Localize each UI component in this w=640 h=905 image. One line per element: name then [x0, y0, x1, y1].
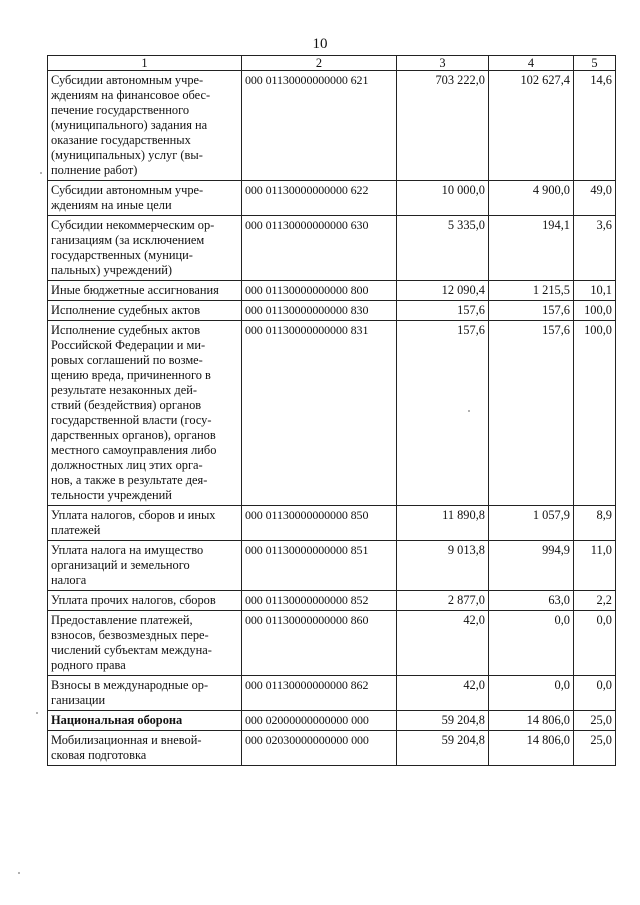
table-row [48, 541, 616, 591]
row-plan-cell: 42,0 [397, 676, 489, 711]
row-plan-cell: 157,6 [397, 301, 489, 321]
table-row [48, 216, 616, 281]
table-row [48, 181, 616, 216]
row-name-cell: Субсидии некоммерческим ор- ганизациям (за исключением государственных (муници- пальных) учреждений) [48, 216, 242, 281]
row-executed-cell: 994,9 [489, 541, 574, 591]
table-row [48, 281, 616, 301]
header-col-4: 4 [489, 56, 574, 71]
row-plan-cell: 5 335,0 [397, 216, 489, 281]
row-plan-cell: 157,6 [397, 321, 489, 506]
header-col-3: 3 [397, 56, 489, 71]
header-col-1: 1 [48, 56, 242, 71]
row-plan-cell: 10 000,0 [397, 181, 489, 216]
row-code-cell: 000 01130000000000 862 [242, 676, 397, 711]
scan-speck [18, 872, 20, 874]
page-number: 10 [312, 36, 328, 52]
row-executed-cell: 63,0 [489, 591, 574, 611]
row-percent-cell: 8,9 [574, 506, 616, 541]
row-code-cell: 000 02030000000000 000 [242, 731, 397, 766]
row-plan-cell: 59 204,8 [397, 711, 489, 731]
row-plan-cell: 9 013,8 [397, 541, 489, 591]
row-code-cell: 000 01130000000000 630 [242, 216, 397, 281]
row-name-cell: Исполнение судебных актов [48, 301, 242, 321]
row-executed-cell: 1 215,5 [489, 281, 574, 301]
row-executed-cell: 102 627,4 [489, 71, 574, 181]
table-row [48, 591, 616, 611]
row-name-cell: Взносы в международные ор- ганизации [48, 676, 242, 711]
row-plan-cell: 42,0 [397, 611, 489, 676]
row-executed-cell: 4 900,0 [489, 181, 574, 216]
table-row [48, 321, 616, 506]
row-name-cell: Национальная оборона [48, 711, 242, 731]
row-percent-cell: 11,0 [574, 541, 616, 591]
row-name-cell: Предоставление платежей, взносов, безвозмездных пере- числений субъектам междуна- родного права [48, 611, 242, 676]
row-executed-cell: 14 806,0 [489, 731, 574, 766]
table-row [48, 71, 616, 181]
row-plan-cell: 2 877,0 [397, 591, 489, 611]
row-code-cell: 000 01130000000000 850 [242, 506, 397, 541]
row-percent-cell: 49,0 [574, 181, 616, 216]
table-row [48, 301, 616, 321]
row-code-cell: 000 01130000000000 800 [242, 281, 397, 301]
row-percent-cell: 10,1 [574, 281, 616, 301]
row-name-cell: Субсидии автономным учре- ждениям на иные цели [48, 181, 242, 216]
row-code-cell: 000 01130000000000 830 [242, 301, 397, 321]
row-code-cell: 000 01130000000000 860 [242, 611, 397, 676]
header-row [48, 56, 616, 71]
row-percent-cell: 0,0 [574, 676, 616, 711]
budget-table [47, 55, 616, 766]
row-code-cell: 000 01130000000000 622 [242, 181, 397, 216]
table-row [48, 506, 616, 541]
row-name-cell: Исполнение судебных актов Российской Федерации и ми- ровых соглашений по возме- щению вреда, причиненного в результате незаконных дей- ствий (бездействия) органов государственной власти (госу- дарственных органов), органов местного самоуправления либо должностных лиц этих орга- нов, а также в результате дея- тельности учреждений [48, 321, 242, 506]
row-executed-cell: 1 057,9 [489, 506, 574, 541]
row-name-cell: Иные бюджетные ассигнования [48, 281, 242, 301]
row-executed-cell: 0,0 [489, 676, 574, 711]
row-code-cell: 000 01130000000000 851 [242, 541, 397, 591]
row-percent-cell: 0,0 [574, 611, 616, 676]
row-name-cell: Уплата прочих налогов, сборов [48, 591, 242, 611]
table-row [48, 676, 616, 711]
table-row [48, 611, 616, 676]
row-name-cell: Уплата налога на имущество организаций и земельного налога [48, 541, 242, 591]
row-executed-cell: 194,1 [489, 216, 574, 281]
table-row [48, 711, 616, 731]
row-percent-cell: 25,0 [574, 731, 616, 766]
row-plan-cell: 12 090,4 [397, 281, 489, 301]
row-percent-cell: 100,0 [574, 301, 616, 321]
row-code-cell: 000 01130000000000 852 [242, 591, 397, 611]
scan-speck [468, 410, 470, 412]
row-percent-cell: 3,6 [574, 216, 616, 281]
row-percent-cell: 100,0 [574, 321, 616, 506]
header-col-2: 2 [242, 56, 397, 71]
row-code-cell: 000 01130000000000 831 [242, 321, 397, 506]
table-row [48, 731, 616, 766]
row-name-cell: Уплата налогов, сборов и иных платежей [48, 506, 242, 541]
row-plan-cell: 59 204,8 [397, 731, 489, 766]
row-plan-cell: 703 222,0 [397, 71, 489, 181]
row-code-cell: 000 01130000000000 621 [242, 71, 397, 181]
row-percent-cell: 25,0 [574, 711, 616, 731]
scan-speck [40, 172, 42, 174]
row-executed-cell: 0,0 [489, 611, 574, 676]
row-name-cell: Мобилизационная и вневой- сковая подготовка [48, 731, 242, 766]
row-code-cell: 000 02000000000000 000 [242, 711, 397, 731]
row-plan-cell: 11 890,8 [397, 506, 489, 541]
row-percent-cell: 2,2 [574, 591, 616, 611]
header-col-5: 5 [574, 56, 616, 71]
row-executed-cell: 157,6 [489, 321, 574, 506]
row-executed-cell: 157,6 [489, 301, 574, 321]
scan-speck [36, 712, 38, 714]
row-executed-cell: 14 806,0 [489, 711, 574, 731]
row-percent-cell: 14,6 [574, 71, 616, 181]
row-name-cell: Субсидии автономным учре- ждениям на финансовое обес- печение государственного (муниципального) задания на оказание государственных (муниципальных) услуг (вы- полнение работ) [48, 71, 242, 181]
